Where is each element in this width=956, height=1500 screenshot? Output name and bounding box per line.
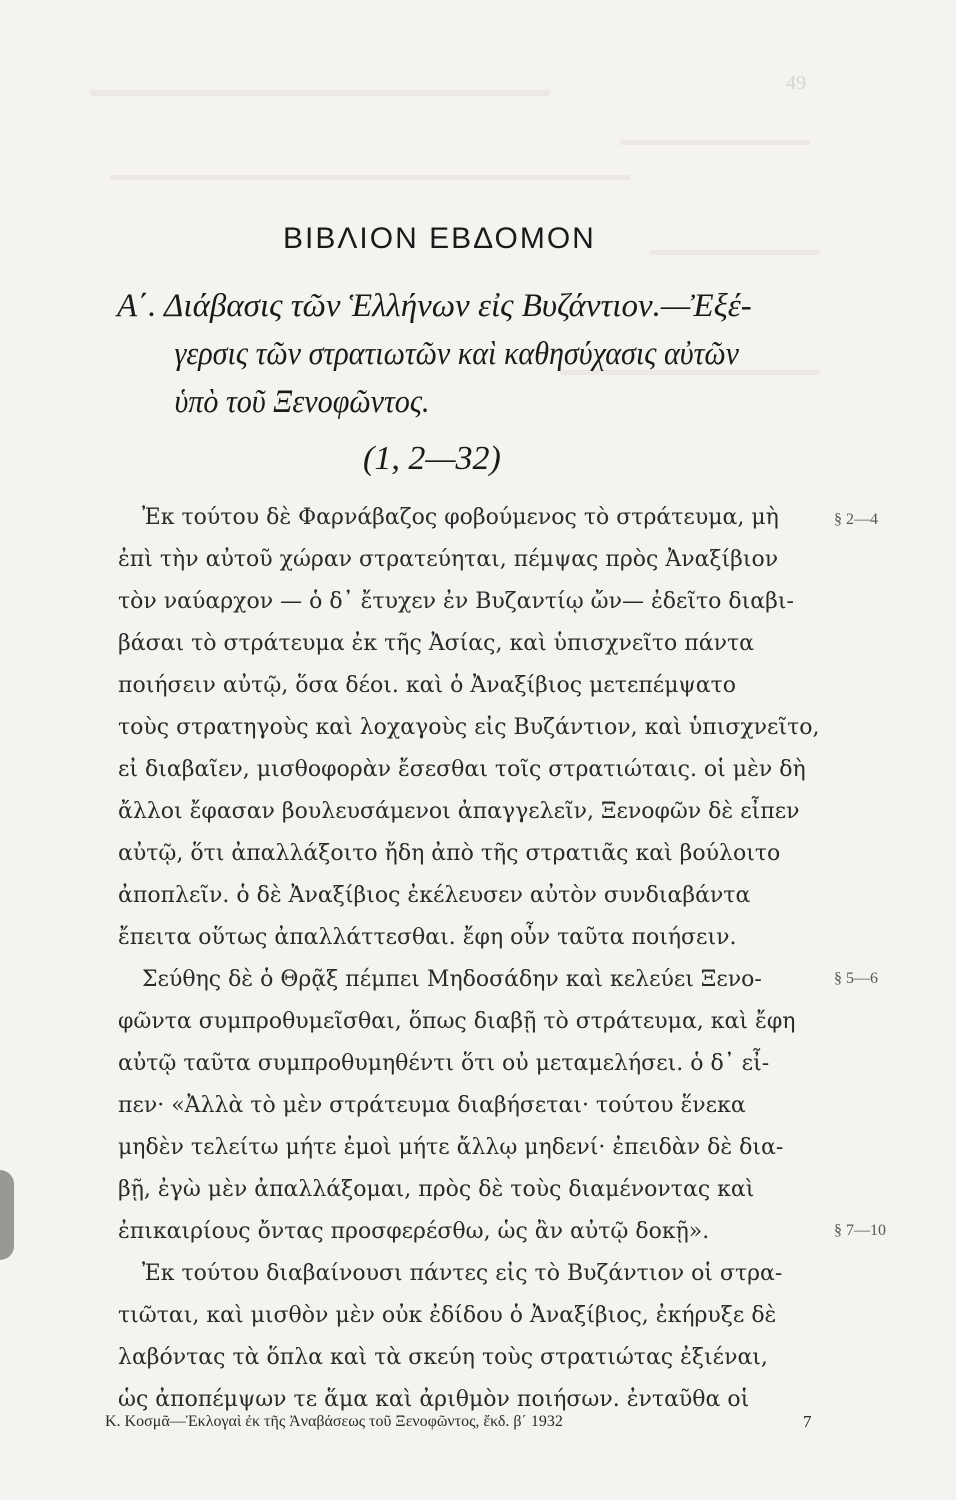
bleed-through-mark	[90, 90, 550, 96]
text-line: ἐπὶ τὴν αὐτοῦ χώραν στρατεύηται, πέμψας πρὸς Ἀναξίβιον	[118, 547, 779, 572]
text-line: Ἐκ τούτου δὲ Φαρνάβαζος φοβούμενος τὸ στράτευμα, μὴ	[142, 505, 779, 530]
text-line: τὸν ναύαρχον — ὁ δ᾽ ἔτυχεν ἐν Βυζαντίῳ ὤν— ἐδεῖτο διαβι-	[118, 589, 794, 614]
bleed-through-mark	[110, 175, 630, 180]
text-line: μηδὲν τελείτω μήτε ἐμοὶ μήτε ἄλλῳ μηδενί· ἐπειδὰν δὲ δια-	[118, 1135, 784, 1160]
chapter-heading-line: γερσις τῶν στρατιωτῶν καὶ καθησύχασις αὐτῶν	[174, 336, 740, 372]
text-line: λαβόντας τὰ ὅπλα καὶ τὰ σκεύη τοὺς στρατιώτας ἐξιέναι,	[118, 1345, 768, 1370]
text-line: ἀποπλεῖν. ὁ δὲ Ἀναξίβιος ἐκέλευσεν αὐτὸν συνδιαβάντα	[118, 883, 751, 908]
book-title: ΒΙΒΛΙΟΝ ΕΒΔΟΜΟΝ	[283, 222, 596, 255]
text-line: ἐπικαιρίους ὄντας προσφερέσθω, ὡς ἂν αὐτῷ δοκῇ».	[118, 1219, 710, 1244]
chapter-heading-line: Α΄. Διάβασις τῶν Ἑλλήνων εἰς Βυζάντιον.—Ἐξέ-	[117, 288, 752, 324]
text-line: βάσαι τὸ στράτευμα ἐκ τῆς Ἀσίας, καὶ ὑπισχνεῖτο πάντα	[118, 631, 755, 656]
margin-section-note: § 5—6	[834, 970, 878, 987]
text-line: βῇ, ἐγὼ μὲν ἀπαλλάξομαι, πρὸς δὲ τοὺς διαμένοντας καὶ	[118, 1177, 755, 1202]
text-line: ἔπειτα οὕτως ἀπαλλάττεσθαι. ἔφη οὖν ταῦτα ποιήσειν.	[118, 925, 737, 950]
chapter-heading-line: ὑπὸ τοῦ Ξενοφῶντος.	[174, 384, 430, 420]
footer-page-number: 7	[803, 1412, 812, 1431]
text-line: φῶντα συμπροθυμεῖσθαι, ὅπως διαβῇ τὸ στράτευμα, καὶ ἔφη	[118, 1009, 796, 1034]
text-line: εἰ διαβαῖεν, μισθοφορὰν ἔσεσθαι τοῖς στρατιώταις. οἱ μὲν δὴ	[118, 757, 806, 782]
text-line: τιῶται, καὶ μισθὸν μὲν οὐκ ἐδίδου ὁ Ἀναξίβιος, ἐκήρυξε δὲ	[118, 1303, 777, 1328]
chapter-heading	[117, 282, 837, 426]
text-line: ὡς ἀποπέμψων τε ἅμα καὶ ἀριθμὸν ποιήσων. ἐνταῦθα οἱ	[118, 1387, 750, 1412]
text-line: αὐτῷ, ὅτι ἀπαλλάξοιτο ἤδη ἀπὸ τῆς στρατιᾶς καὶ βούλοιτο	[118, 841, 781, 866]
margin-section-note: § 2—4	[834, 511, 878, 528]
page-edge-shadow	[0, 1170, 14, 1260]
text-line: ποιήσειν αὐτῷ, ὅσα δέοι. καὶ ὁ Ἀναξίβιος μετεπέμψατο	[118, 673, 737, 698]
text-line: Ἐκ τούτου διαβαίνουσι πάντες εἰς τὸ Βυζάντιον οἱ στρα-	[142, 1261, 783, 1286]
text-line: πεν· «Ἀλλὰ τὸ μὲν στράτευμα διαβήσεται· τούτου ἕνεκα	[118, 1093, 746, 1118]
text-line: Σεύθης δὲ ὁ Θρᾷξ πέμπει Μηδοσάδην καὶ κελεύει Ξενο-	[142, 967, 762, 992]
bleed-through-mark	[620, 140, 810, 145]
bleed-through-mark	[650, 250, 820, 255]
text-line: ἄλλοι ἔφασαν βουλευσάμενοι ἀπαγγελεῖν, Ξενοφῶν δὲ εἶπεν	[118, 799, 800, 824]
footer-citation: Κ. Κοσμᾶ—Ἐκλογαὶ ἐκ τῆς Ἀναβάσεως τοῦ Ξενοφῶντος, ἔκδ. β΄ 1932	[105, 1413, 563, 1430]
running-page-number: 49	[786, 72, 806, 94]
margin-section-note: § 7—10	[834, 1222, 886, 1239]
text-line: αὐτῷ ταῦτα συμπροθυμηθέντι ὅτι οὐ μεταμελήσει. ὁ δ᾽ εἶ-	[118, 1051, 770, 1076]
section-range-reference: (1, 2—32)	[363, 440, 501, 477]
text-line: τοὺς στρατηγοὺς καὶ λοχαγοὺς εἰς Βυζάντιον, καὶ ὑπισχνεῖτο,	[118, 715, 820, 740]
